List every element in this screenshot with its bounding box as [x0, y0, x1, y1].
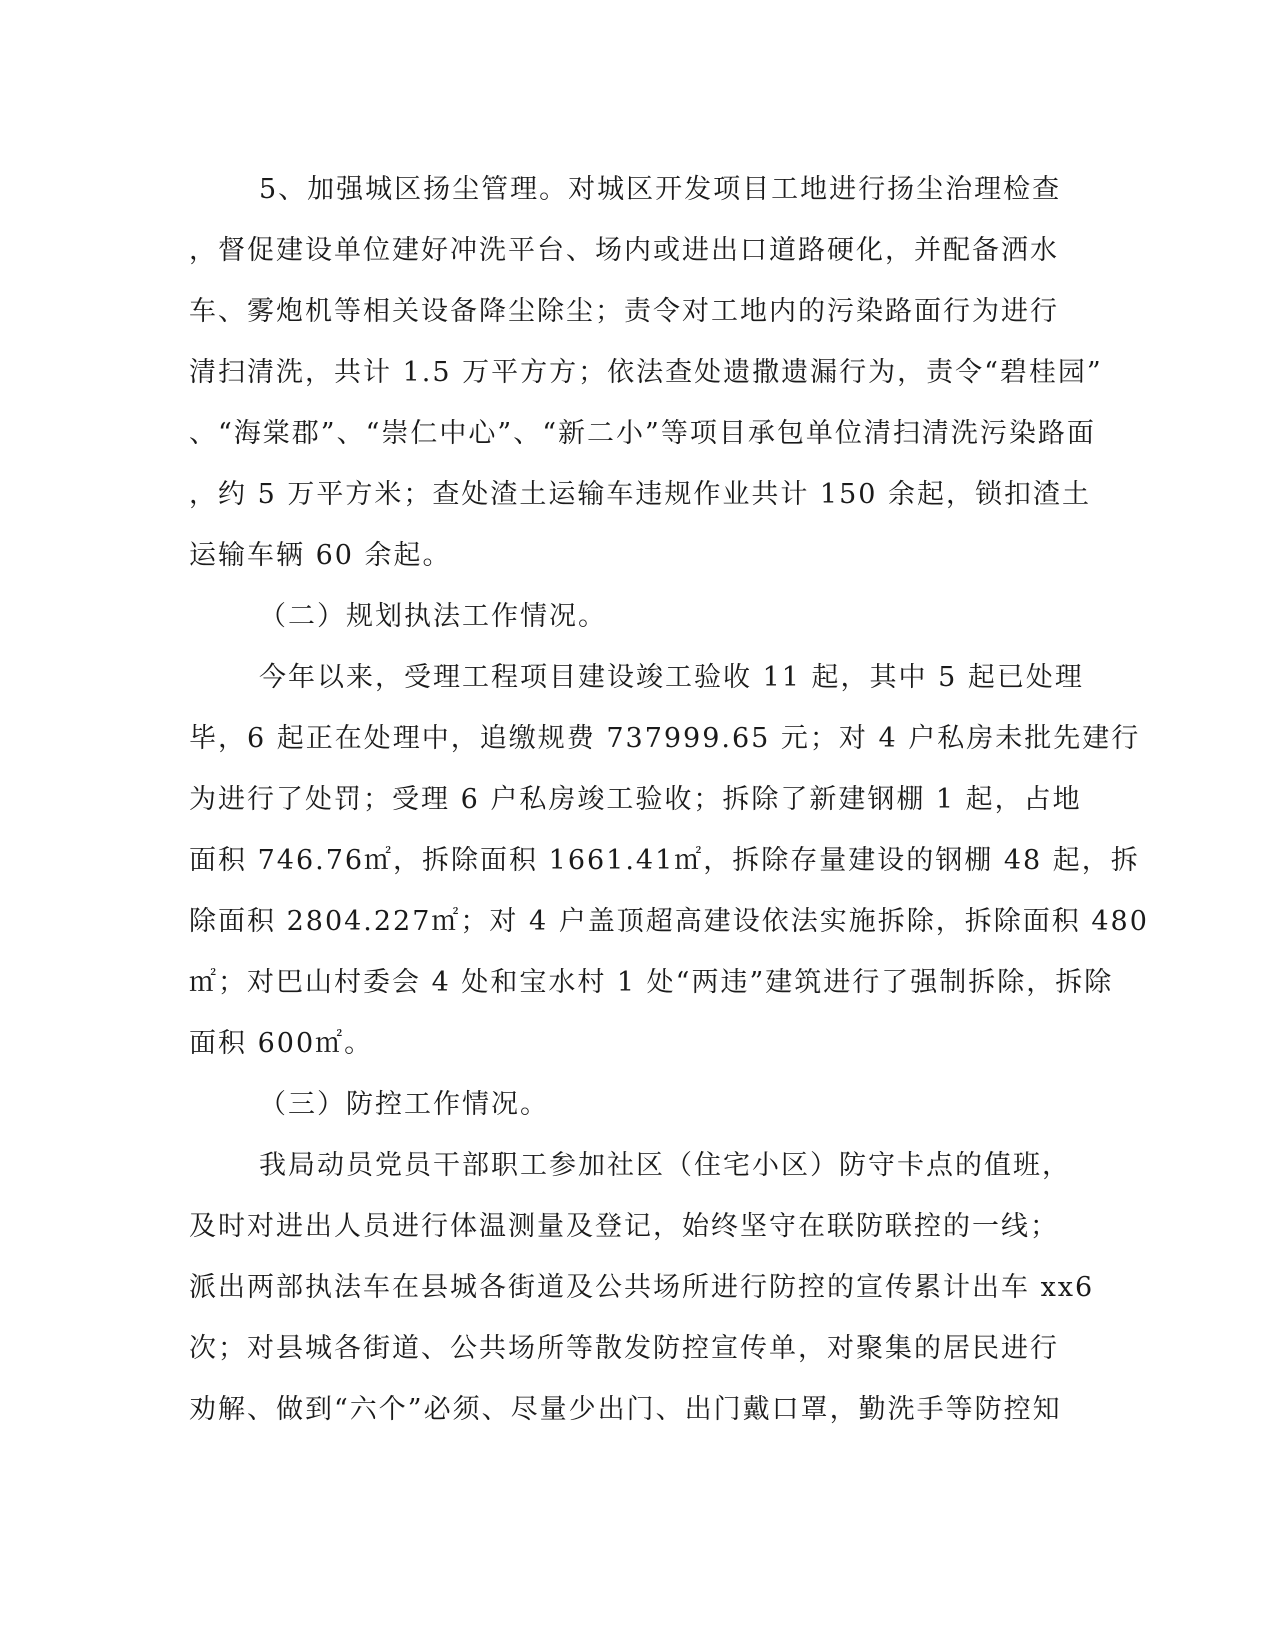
paragraph-line: 今年以来，受理工程项目建设竣工验收 11 起，其中 5 起已处理	[259, 662, 1084, 693]
paragraph-line: 毕，6 起正在处理中，追缴规费 737999.65 元；对 4 户私房未批先建行	[189, 723, 1141, 754]
paragraph-line: 清扫清洗，共计 1.5 万平方方；依法查处遗撒遗漏行为，责令“碧桂园”	[189, 357, 1103, 388]
paragraph-line: 派出两部执法车在县城各街道及公共场所进行防控的宣传累计出车 xx6	[189, 1272, 1095, 1303]
paragraph-line: 我局动员党员干部职工参加社区（住宅小区）防守卡点的值班，	[259, 1150, 1071, 1181]
paragraph-line: 除面积 2804.227㎡；对 4 户盖顶超高建设依法实施拆除，拆除面积 480	[189, 906, 1149, 937]
section-heading-prevention: （三）防控工作情况。	[259, 1089, 549, 1120]
section-heading-planning: （二）规划执法工作情况。	[259, 601, 607, 632]
paragraph-line: 5、加强城区扬尘管理。对城区开发项目工地进行扬尘治理检查	[259, 174, 1062, 205]
paragraph-line: ㎡；对巴山村委会 4 处和宝水村 1 处“两违”建筑进行了强制拆除，拆除	[189, 967, 1114, 998]
paragraph-line: 劝解、做到“六个”必须、尽量少出门、出门戴口罩，勤洗手等防控知	[189, 1394, 1062, 1425]
document-body	[189, 159, 1149, 1440]
paragraph-line: 运输车辆 60 余起。	[189, 540, 452, 571]
paragraph-line: 车、雾炮机等相关设备降尘除尘；责令对工地内的污染路面行为进行	[189, 296, 1059, 327]
paragraph-line: 次；对县城各街道、公共场所等散发防控宣传单，对聚集的居民进行	[189, 1333, 1059, 1364]
paragraph-line: 、“海棠郡”、“崇仁中心”、“新二小”等项目承包单位清扫清洗污染路面	[189, 418, 1096, 449]
paragraph-line: 面积 746.76㎡，拆除面积 1661.41㎡，拆除存量建设的钢棚 48 起，拆	[189, 845, 1140, 876]
paragraph-line: ，督促建设单位建好冲洗平台、场内或进出口道路硬化，并配备洒水	[189, 235, 1059, 266]
paragraph-line: 及时对进出人员进行体温测量及登记，始终坚守在联防联控的一线；	[189, 1211, 1059, 1242]
paragraph-line: ，约 5 万平方米；查处渣土运输车违规作业共计 150 余起，锁扣渣土	[189, 479, 1092, 510]
paragraph-line: 面积 600㎡。	[189, 1028, 374, 1059]
paragraph-line: 为进行了处罚；受理 6 户私房竣工验收；拆除了新建钢棚 1 起，占地	[189, 784, 1082, 815]
